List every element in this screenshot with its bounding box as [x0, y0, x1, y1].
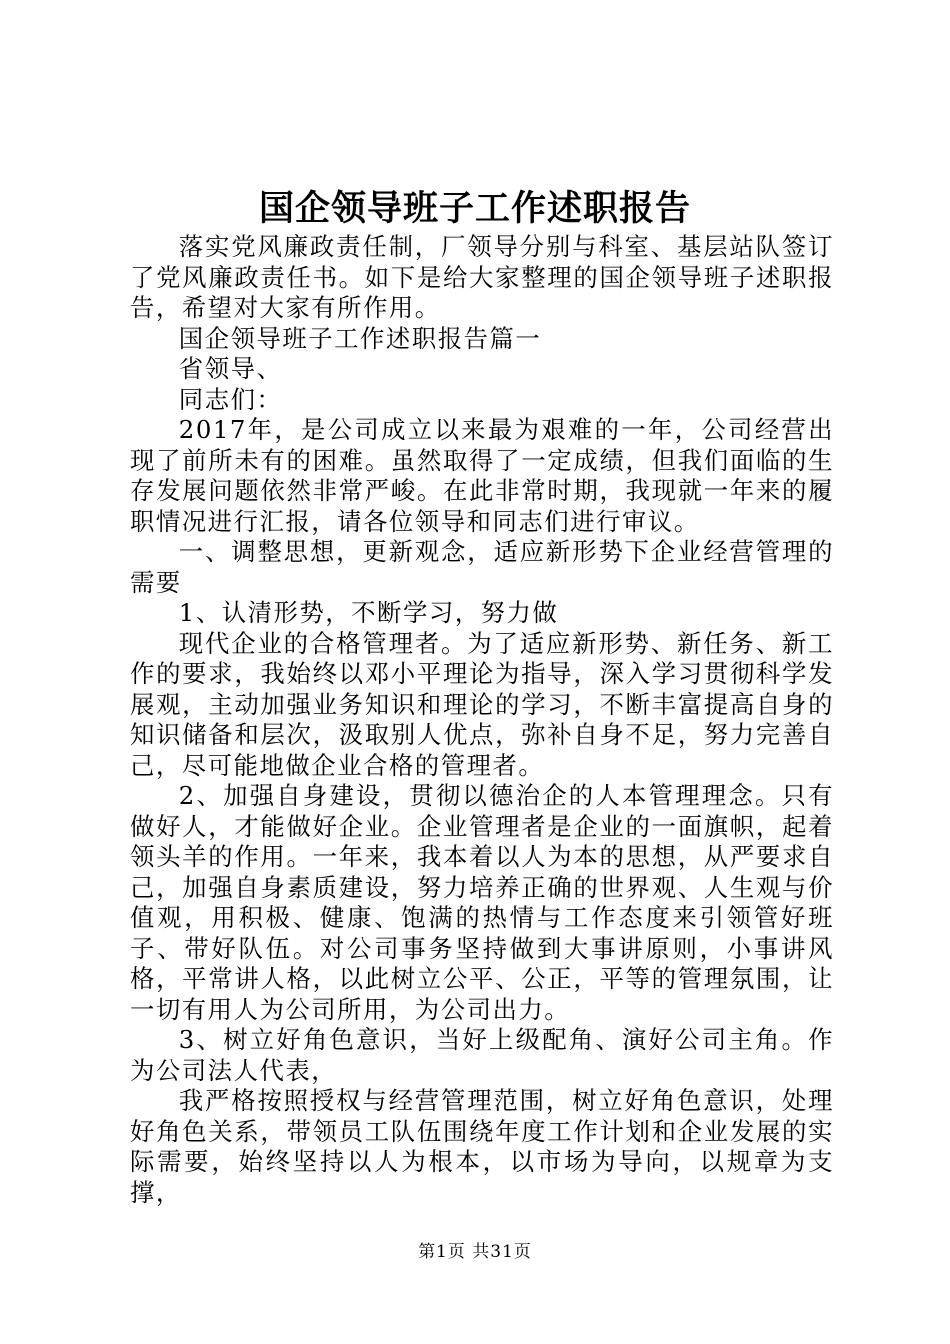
page-footer: 第1页 共31页 [418, 1242, 532, 1262]
salutation-line: 同志们： [178, 384, 283, 414]
body-paragraph: 2、加强自身建设，贯彻以德治企的人本管理理念。只有做好人，才能做好企业。企业管理者是企业的一面旗帜，起着领头羊的作用。一年来，我本着以人为本的思想，从严要求自己，加强自身素质建设，努力培养正确的世界观、人生观与价值观，用积极、健康、饱满的热情与工作态度来引领管好班子、带好队伍。对公司事务坚持做到大事讲原则，小事讲风格，平常讲人格，以此树立公平、公正，平等的管理氛围，让一切有用人为公司所用，为公司出力。 [130, 781, 834, 1024]
body-paragraph: 2017年，是公司成立以来最为艰难的一年，公司经营出现了前所未有的困难。虽然取得了一定成绩，但我们面临的生存发展问题依然非常严峻。在此非常时期，我现就一年来的履职情况进行汇报，请各位领导和同志们进行审议。 [130, 415, 834, 536]
body-paragraph: 现代企业的合格管理者。为了适应新形势、新任务、新工作的要求，我始终以邓小平理论为指导，深入学习贯彻科学发展观，主动加强业务知识和理论的学习，不断丰富提高自身的知识储备和层次，汲取别人优点，弥补自身不足，努力完善自己，尽可能地做企业合格的管理者。 [130, 628, 834, 780]
intro-paragraph: 落实党风廉政责任制，厂领导分别与科室、基层站队签订了党风廉政责任书。如下是给大家整理的国企领导班子述职报告，希望对大家有所作用。 [130, 232, 834, 322]
body-paragraph: 我严格按照授权与经营管理范围，树立好角色意识，处理好角色关系，带领员工队伍围绕年度工作计划和企业发展的实际需要，始终坚持以人为根本，以市场为导向，以规章为支撑， [130, 1086, 834, 1207]
document-title: 国企领导班子工作述职报告 [258, 188, 691, 229]
chapter-heading: 一、调整思想，更新观念，适应新形势下企业经营管理的需要 [130, 537, 834, 597]
subsection-heading: 1、认清形势，不断学习，努力做 [178, 598, 559, 627]
salutation-line: 省领导、 [178, 354, 283, 383]
section-heading: 国企领导班子工作述职报告篇一 [178, 323, 542, 353]
document-body [130, 232, 834, 1208]
body-paragraph: 3、树立好角色意识，当好上级配角、演好公司主角。作为公司法人代表， [130, 1025, 834, 1085]
